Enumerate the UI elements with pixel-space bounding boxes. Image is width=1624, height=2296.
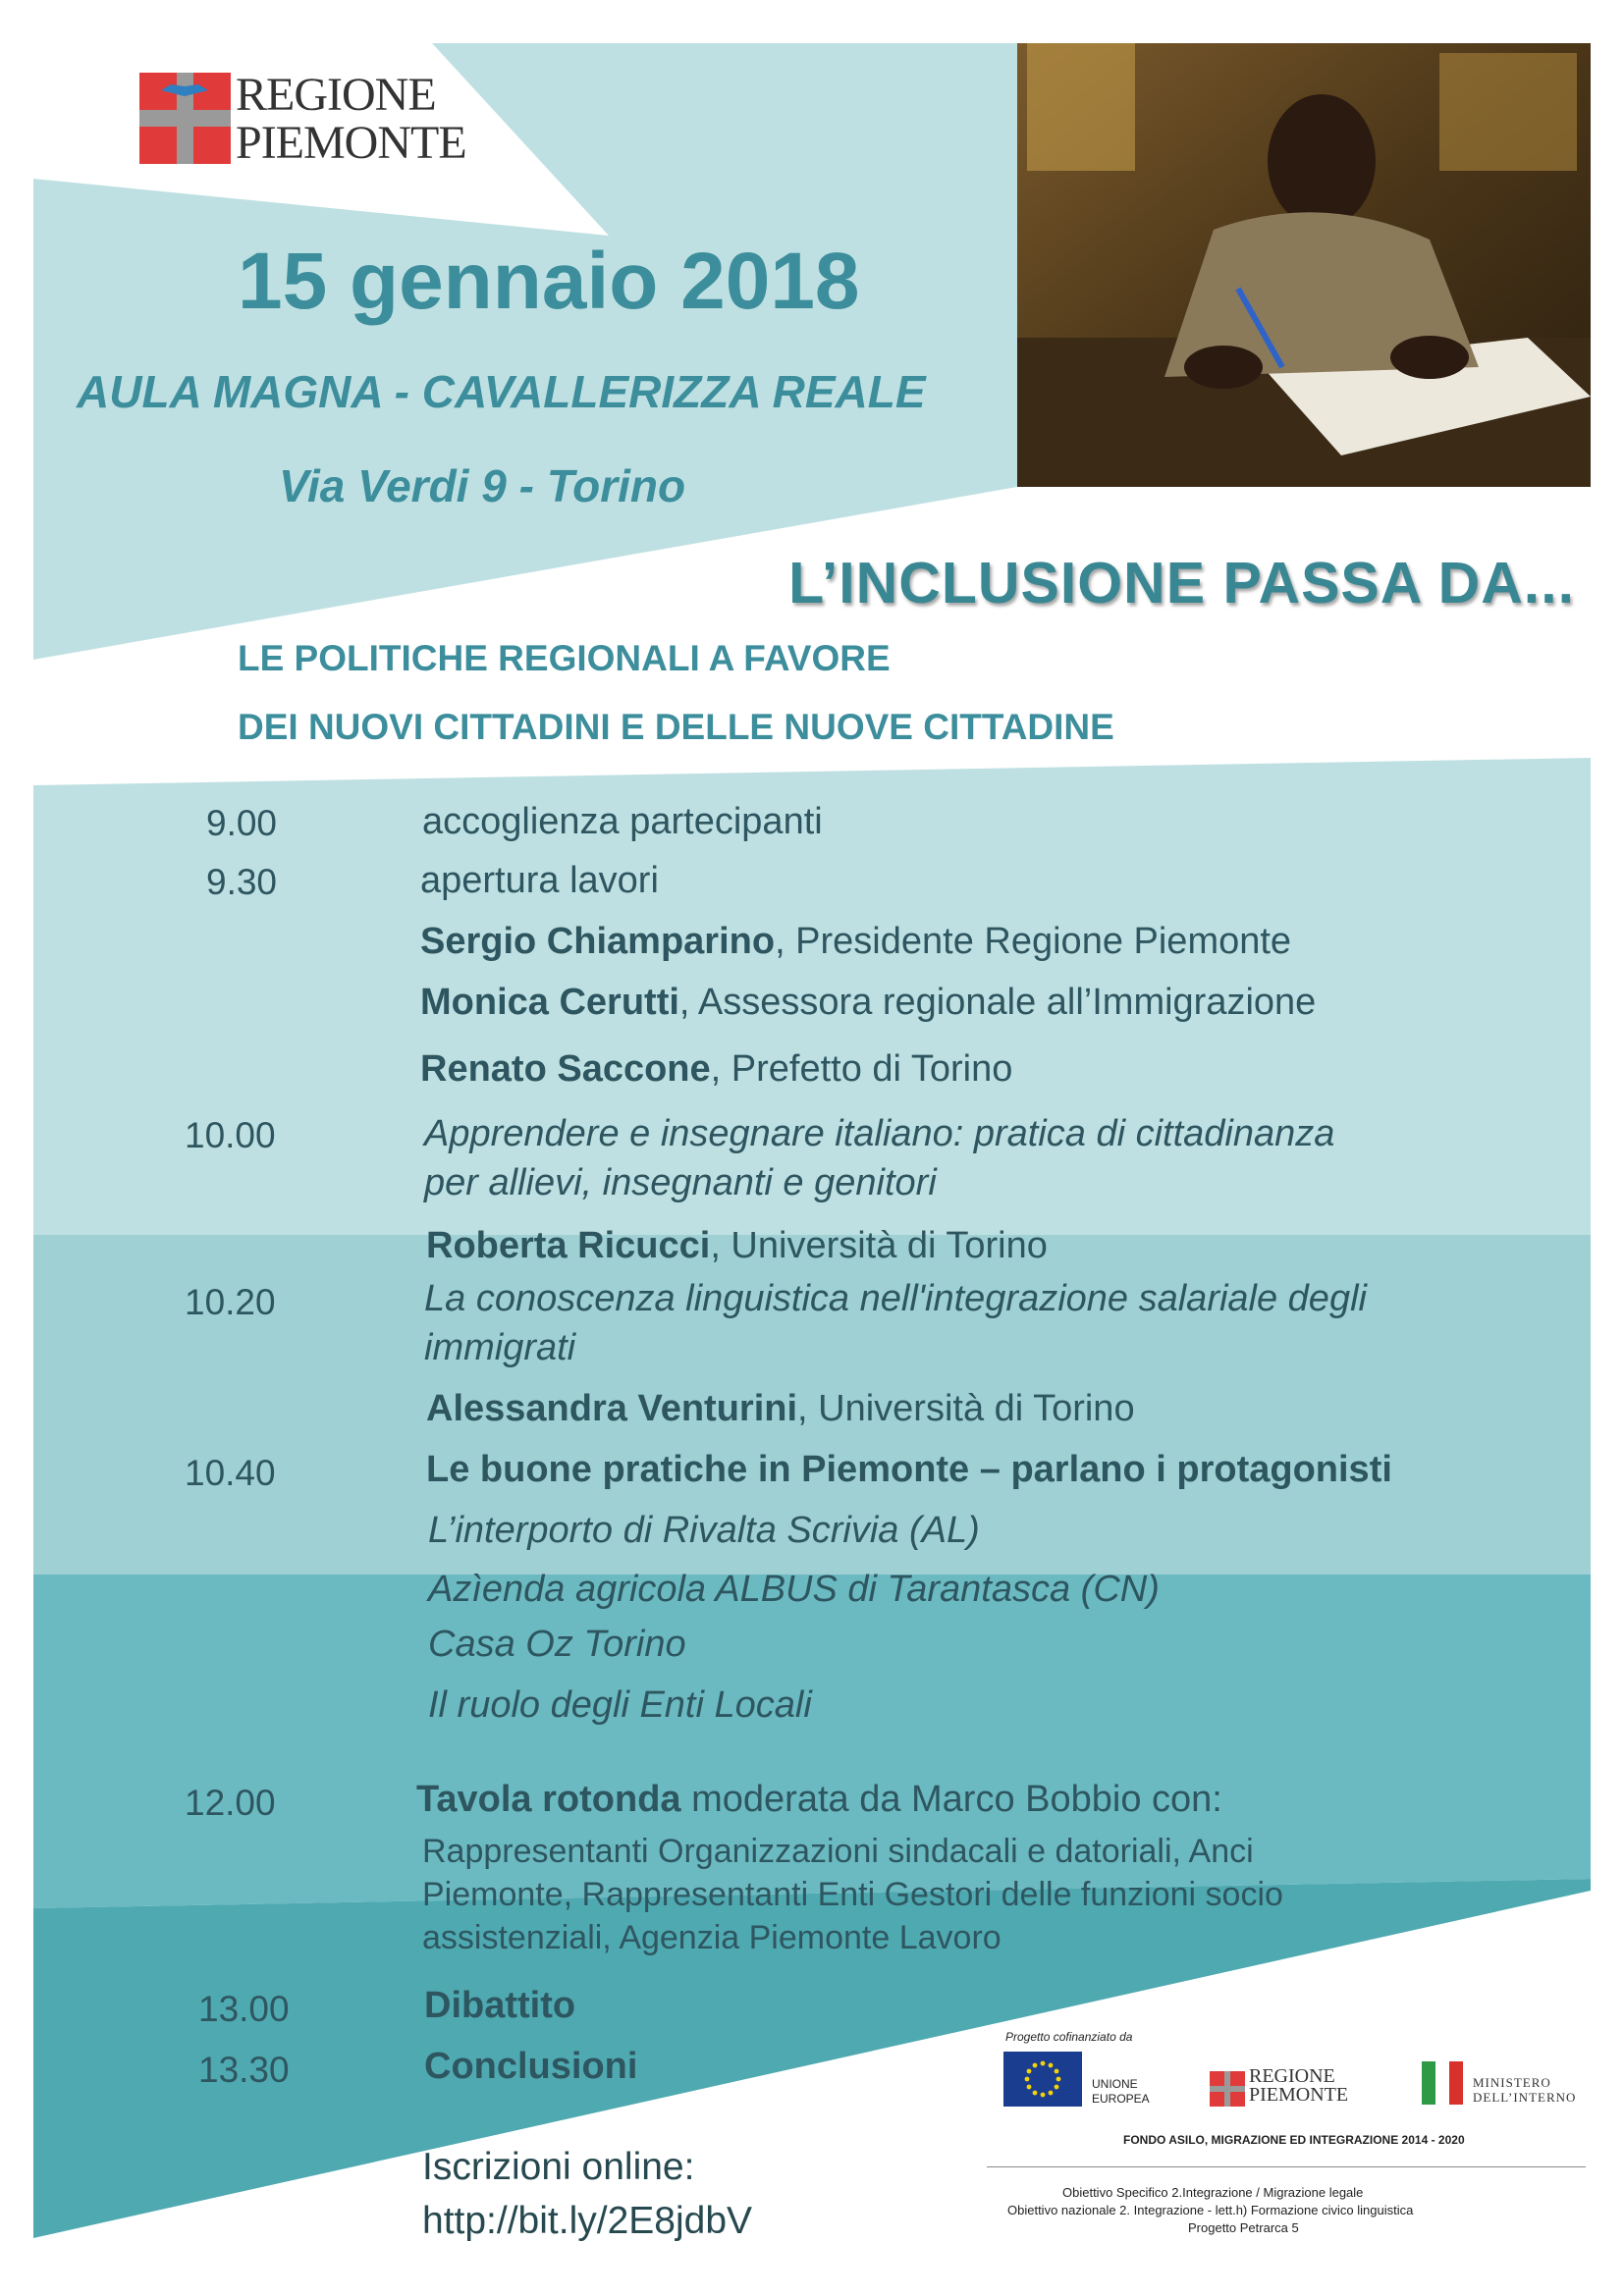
logo-line1: REGIONE	[236, 69, 436, 121]
regione-small-line2: PIEMONTE	[1249, 2084, 1349, 2106]
time-9-30: 9.30	[206, 862, 278, 902]
talk2-title-line2: immigrati	[424, 1327, 576, 1368]
speaker-role: , Assessora regionale all’Immigrazione	[678, 982, 1317, 1023]
talk3-title: Le buone pratiche in Piemonte – parlano i protagonisti	[426, 1449, 1392, 1490]
eu-label-line2: EUROPEA	[1092, 2092, 1150, 2106]
talk1-title-line1: Apprendere e insegnare italiano: pratica di cittadinanza	[424, 1113, 1335, 1154]
event-date: 15 gennaio 2018	[238, 237, 860, 326]
item-conclusioni: Conclusioni	[424, 2046, 638, 2087]
speaker-role: , Presidente Regione Piemonte	[775, 921, 1292, 962]
ministero-line2: DELL’INTERNO	[1473, 2090, 1577, 2105]
round-table-label: Tavola rotonda	[416, 1779, 681, 1820]
regione-small-wordmark	[1249, 2067, 1348, 2105]
project-name: Progetto Petrarca 5	[1188, 2220, 1299, 2235]
speaker-name: Sergio Chiamparino	[420, 921, 776, 962]
ministero-wordmark	[1473, 2075, 1576, 2105]
item-apertura: apertura lavori	[420, 860, 659, 901]
event-address: Via Verdi 9 - Torino	[279, 460, 686, 511]
event-venue: AULA MAGNA - CAVALLERIZZA REALE	[77, 366, 926, 417]
footer-divider	[987, 2166, 1586, 2167]
time-10-40: 10.40	[185, 1453, 276, 1493]
eu-flag-icon	[1003, 2052, 1082, 2107]
time-10-00: 10.00	[185, 1115, 276, 1155]
speaker-name: Roberta Ricucci	[426, 1225, 711, 1266]
round-table-participants-line2: Piemonte, Rappresentanti Enti Gestori delle funzioni socio	[422, 1876, 1283, 1913]
eu-label	[1092, 2077, 1150, 2107]
event-subtitle-line2: DEI NUOVI CITTADINI E DELLE NUOVE CITTADINE	[238, 707, 1114, 747]
good-practice-3: Casa Oz Torino	[428, 1624, 686, 1665]
time-13-30: 13.30	[198, 2050, 290, 2090]
objective-national: Obiettivo nazionale 2. Integrazione - lett.h) Formazione civico linguistica	[1007, 2203, 1414, 2217]
italian-flag-icon	[1422, 2061, 1463, 2105]
ministero-line1: MINISTERO	[1473, 2075, 1551, 2090]
speaker-role: , Università di Torino	[797, 1388, 1135, 1429]
event-subtitle-line1: LE POLITICHE REGIONALI A FAVORE	[238, 638, 891, 678]
regione-piemonte-small-icon	[1210, 2071, 1245, 2107]
registration-label: Iscrizioni online:	[422, 2146, 695, 2188]
time-9-00: 9.00	[206, 803, 278, 843]
item-dibattito: Dibattito	[424, 1985, 576, 2026]
speaker-name: Monica Cerutti	[420, 982, 679, 1023]
talk2-title-line1: La conoscenza linguistica nell'integrazione salariale degli	[424, 1278, 1367, 1319]
round-table-moderator: moderata da Marco Bobbio con:	[680, 1779, 1222, 1820]
speaker-name: Renato Saccone	[420, 1048, 711, 1090]
good-practice-4: Il ruolo degli Enti Locali	[428, 1684, 812, 1726]
time-13-00: 13.00	[198, 1989, 290, 2029]
item-accoglienza: accoglienza partecipanti	[422, 801, 823, 842]
regione-small-line1: REGIONE	[1249, 2065, 1335, 2087]
registration-link[interactable]: http://bit.ly/2E8jdbV	[422, 2200, 753, 2242]
objective-specific: Obiettivo Specifico 2.Integrazione / Migrazione legale	[1062, 2185, 1364, 2200]
time-10-20: 10.20	[185, 1282, 276, 1322]
good-practice-1: L’interporto di Rivalta Scrivia (AL)	[428, 1510, 980, 1551]
time-12-00: 12.00	[185, 1783, 276, 1823]
speaker-role: , Università di Torino	[710, 1225, 1048, 1266]
round-table-participants-line1: Rappresentanti Organizzazioni sindacali e datoriali, Anci	[422, 1833, 1254, 1870]
fund-title: FONDO ASILO, MIGRAZIONE ED INTEGRAZIONE 2014 - 2020	[1123, 2133, 1465, 2147]
eu-label-line1: UNIONE	[1092, 2077, 1138, 2091]
talk1-title-line2: per allievi, insegnanti e genitori	[424, 1162, 937, 1203]
speaker-role: , Prefetto di Torino	[710, 1048, 1013, 1090]
speaker-name: Alessandra Venturini	[426, 1388, 798, 1429]
logo-line2: PIEMONTE	[236, 117, 466, 169]
round-table-participants-line3: assistenziali, Agenzia Piemonte Lavoro	[422, 1919, 1001, 1956]
event-headline: L’INCLUSIONE PASSA DA...	[788, 551, 1575, 615]
cofinanced-label: Progetto cofinanziato da	[1005, 2030, 1133, 2044]
good-practice-2: Azìenda agricola ALBUS di Tarantasca (CN)	[428, 1569, 1160, 1610]
